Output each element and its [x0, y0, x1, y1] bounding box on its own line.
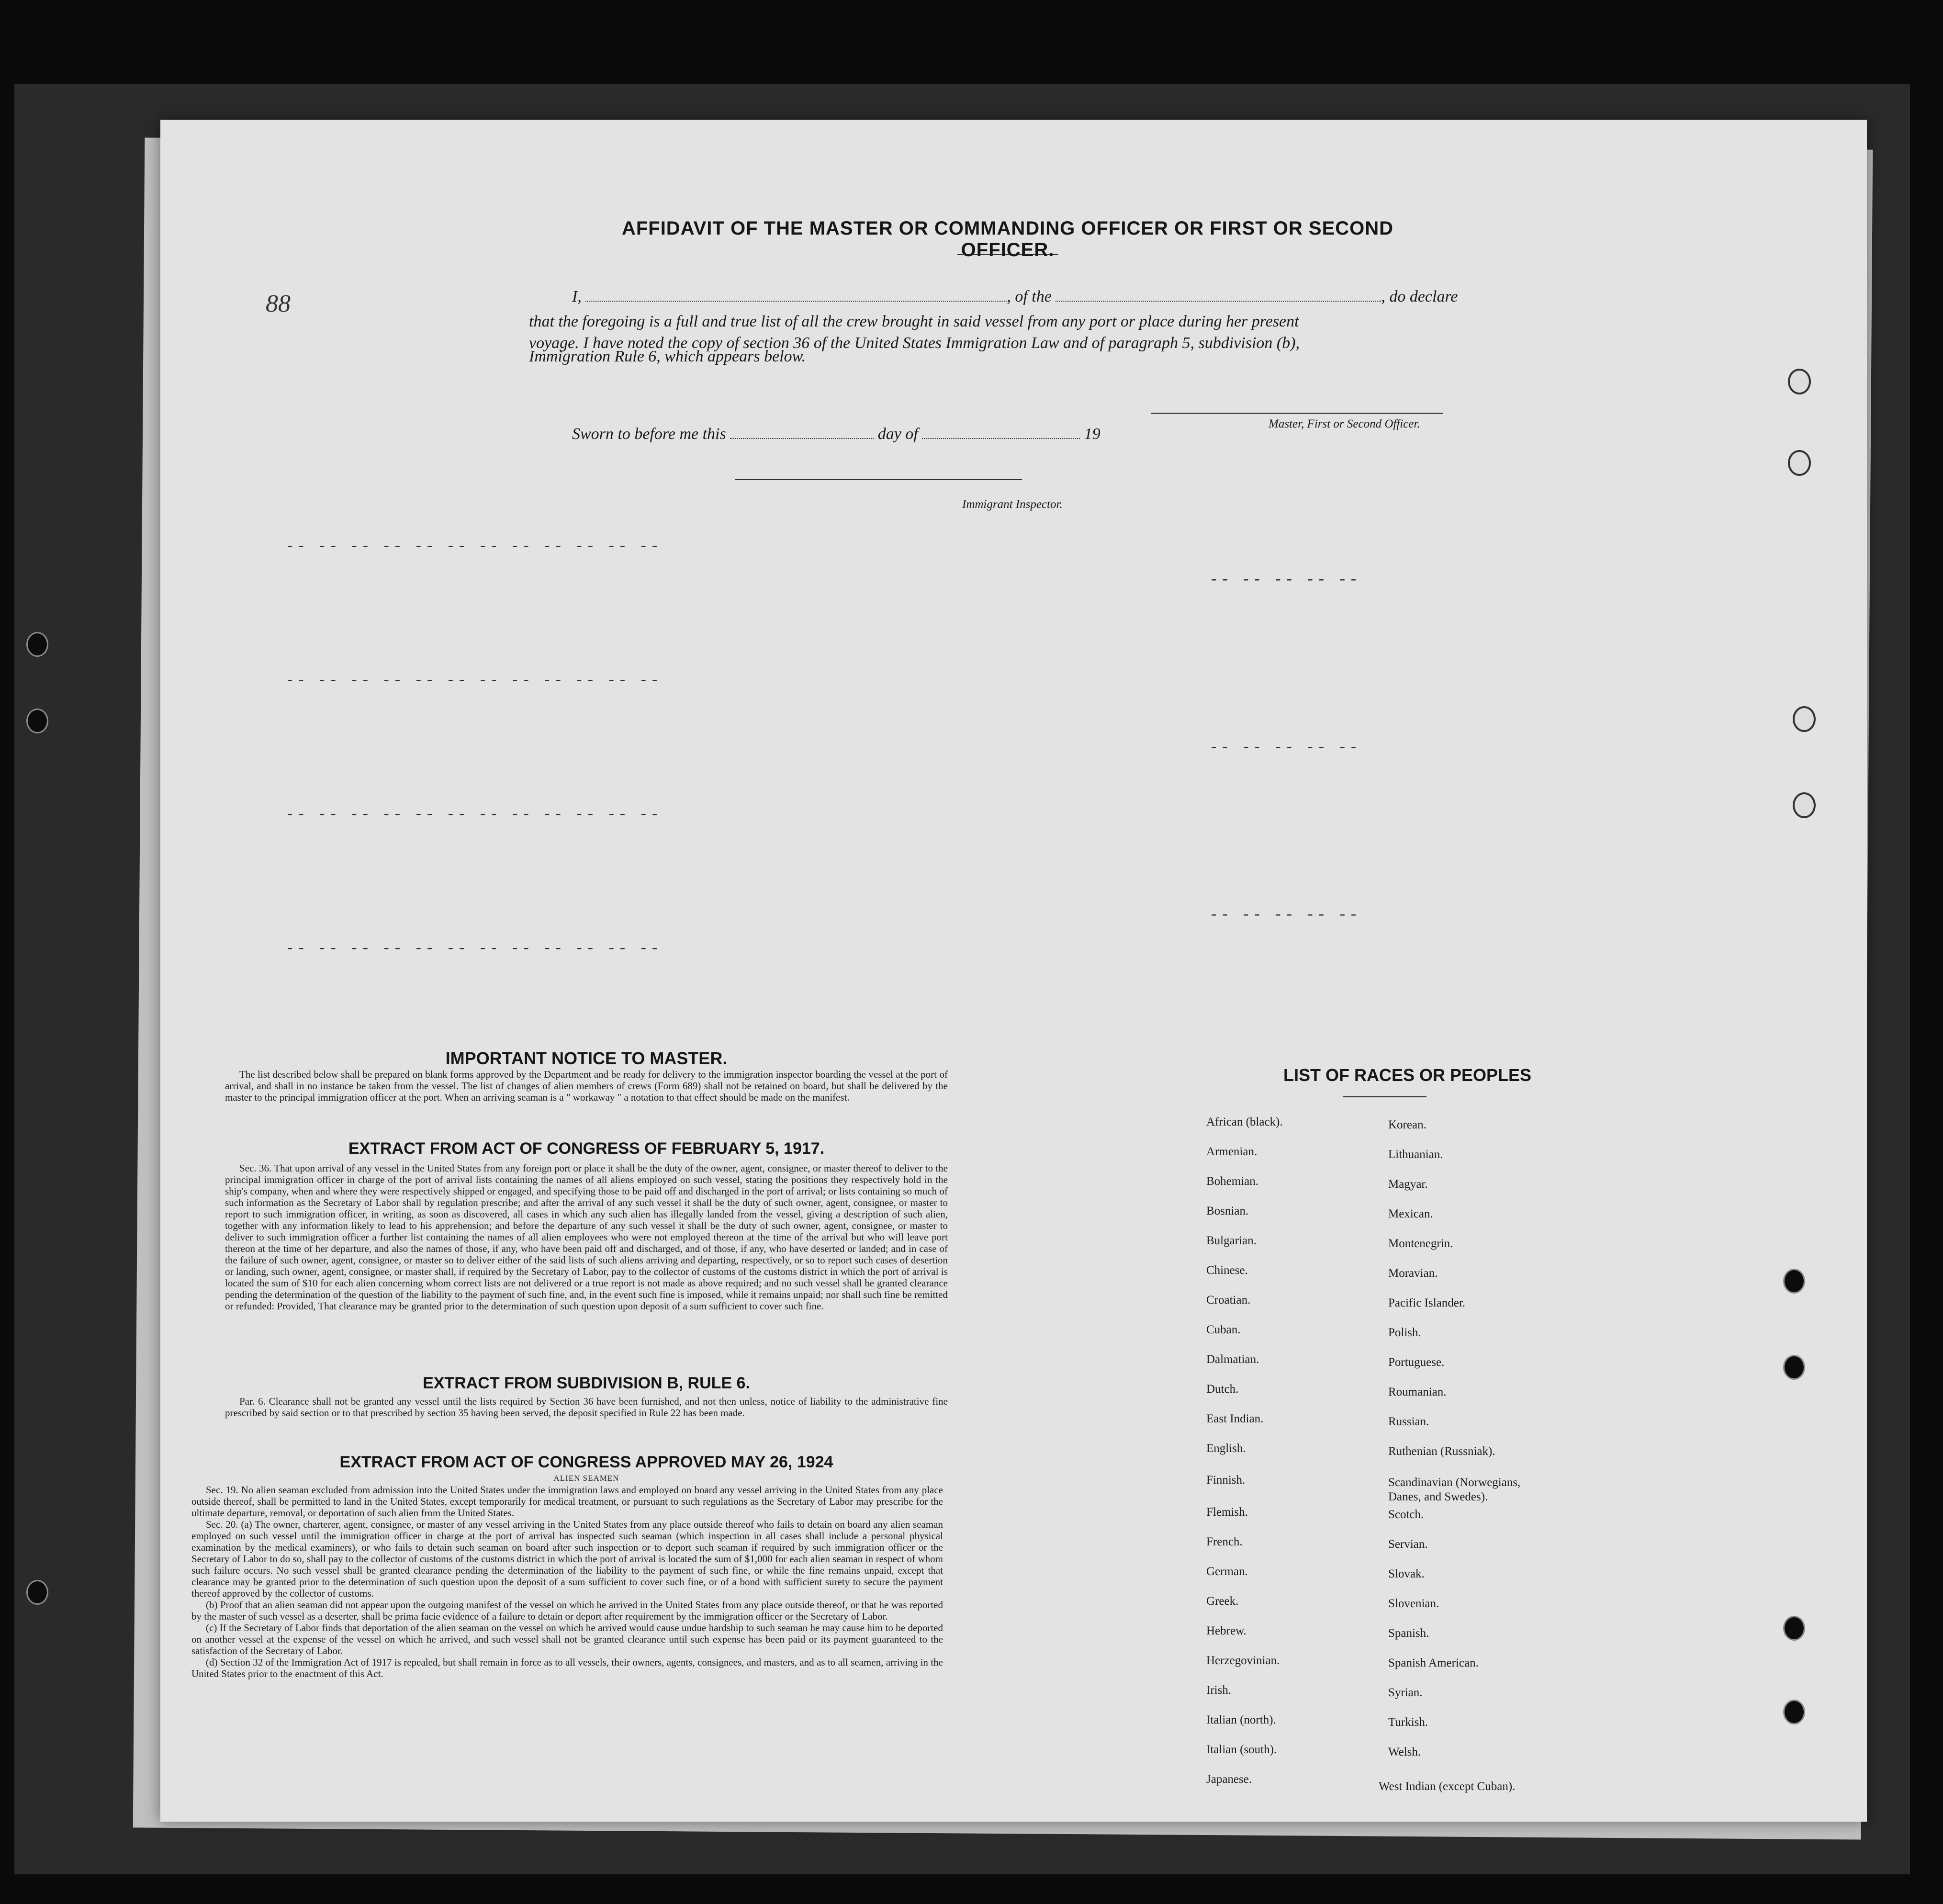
race-item: Bosnian.	[1206, 1205, 1249, 1217]
ditto-dashes: -- -- -- -- -- -- -- -- -- -- -- --	[287, 670, 663, 688]
sec-20d-paragraph: (d) Section 32 of the Immigration Act of 1917 is repealed, but shall remain in force as to all vessels, their owners, agents, consignees, and masters, and as to all seamen, arriving in the United States prior to the enactment of this Act.	[191, 1656, 943, 1679]
race-item: African (black).	[1206, 1115, 1283, 1128]
affidavit-declare: , do declare	[1381, 288, 1458, 305]
race-item: English.	[1206, 1442, 1246, 1455]
binder-hole	[26, 632, 48, 657]
master-label: Master, First or Second Officer.	[1269, 417, 1420, 430]
race-item: Lithuanian.	[1388, 1148, 1443, 1161]
punch-hole	[1788, 450, 1811, 476]
affidavit-of-the: , of the	[1007, 288, 1052, 305]
race-item: Irish.	[1206, 1684, 1232, 1697]
ditto-dashes: -- -- -- -- -- -- -- -- -- -- -- --	[287, 938, 663, 956]
affidavit-line-4: Immigration Rule 6, which appears below.	[529, 348, 806, 365]
sec-20c-paragraph: (c) If the Secretary of Labor finds that deportation of the alien seaman on the vessel on which he arrived would cause undue hardship to such seaman he may cause him to be deported on another vessel at the expense of the vessel on which he arrived, and such vessel shall not be granted clearance until such expense has been paid or its payment guaranteed to the satisfaction of the Secretary of Labor.	[191, 1622, 943, 1656]
sec-20b-paragraph: (b) Proof that an alien seaman did not appear upon the outgoing manifest of the vessel on which he arrived in the United States from any place outside thereof, or that he was reported by the master of such vessel as a deserter, shall be prima facie evidence of a failure to detain or deport after requirement by the immigration officer or the Secretary of Labor.	[191, 1599, 943, 1622]
inspector-label: Immigrant Inspector.	[962, 498, 1063, 511]
race-item: Scotch.	[1388, 1508, 1424, 1521]
sec-36-paragraph: Sec. 36. That upon arrival of any vessel in the United States from any foreign port or place it shall be the duty of the owner, agent, consignee, or master thereof to deliver to the principal immigration officer in charge of the port of arrival lists containing the names of all aliens employed on such vessel, stating the positions they respectively hold in the ship's company, when and where they were respectively shipped or engaged, and specifying those to be paid off and discharged in the port of arrival; or lists containing so much of such information as the Secretary of Labor shall by regulation prescribe; and after the arrival of any such vessel it shall be the duty of such owner, agent, consignee, or master to report to such immigration officer, in writing, as soon as discovered, all cases in which any such alien has illegally landed from the vessel, giving a description of such alien, together with any information likely to lead to his apprehension; and before the departure of any such vessel it shall be the duty of such owner, agent, consignee, or master to deliver to such immigration officer a further list containing the names of all alien employees who were not employed thereon at the time of the arrival but who will leave port thereon at the time of her departure, and also the names of those, if any, who have been paid off and discharged, and of those, if any, who have deserted or landed; and in case of the failure of such owner, agent, consignee, or master so to deliver either of the said lists of such aliens arriving and departing, respectively, or so to report such cases of desertion or landing, such owner, agent, consignee, or master shall, if required by the Secretary of Labor, pay to the collector of customs of the customs district in which the port of arrival is located the sum of $10 for each alien concerning whom correct lists are not delivered or a true report is not made as above required; and no such vessel shall be granted clearance pending the determination of the question of the liability to the payment of such fine, and, in the event such fine is imposed, while it remains unpaid; nor shall such fine be remitted or refunded: Provided, That clearance may be granted prior to the determination of such question upon deposit of a sum sufficient to cover such fine.	[225, 1162, 948, 1312]
affidavit-title: AFFIDAVIT OF THE MASTER OR COMMANDING OFFICER OR FIRST OR SECOND OFFICER.	[621, 218, 1394, 260]
extract-1924-text	[191, 1484, 943, 1679]
race-item: Bulgarian.	[1206, 1234, 1257, 1247]
inspector-signature-line[interactable]	[735, 479, 1022, 480]
affidavit-line-3: voyage. I have noted the copy of section 36 of the United States Immigration Law and of paragraph 5, subdivision (b),	[529, 334, 1300, 352]
ditto-dashes: -- -- -- -- --	[1211, 905, 1362, 923]
year-text: 19	[1084, 425, 1101, 443]
ditto-dashes: -- -- -- -- --	[1211, 737, 1362, 755]
race-item: Flemish.	[1206, 1506, 1248, 1519]
punch-hole	[1783, 1269, 1805, 1294]
notice-paragraph: The list described below shall be prepared on blank forms approved by the Department and be ready for delivery to the immigration inspector boarding the vessel at the port of arrival, and shall in no instance be taken from the vessel. The list of changes of alien members of crews (Form 689) shall not be retained on board, but shall be delivered by the master to the principal immigration officer at the port. When an arriving seaman is a " workaway " a notation to that effect should be made on the manifest.	[225, 1069, 948, 1103]
sworn-month-blank[interactable]	[922, 424, 1080, 439]
race-item: Bohemian.	[1206, 1175, 1259, 1188]
race-item: Chinese.	[1206, 1264, 1248, 1277]
race-item: Pacific Islander.	[1388, 1296, 1466, 1309]
affidavit-line-2: that the foregoing is a full and true list of all the crew brought in said vessel from any port or place during her present	[529, 313, 1299, 330]
race-item: West Indian (except Cuban).	[1379, 1780, 1516, 1793]
sworn-text: Sworn to before me this	[572, 425, 726, 443]
title-rule	[957, 254, 1058, 255]
affidavit-i: I,	[572, 288, 582, 305]
race-item: Roumanian.	[1388, 1386, 1447, 1398]
punch-hole	[1783, 1616, 1805, 1641]
race-item: Greek.	[1206, 1595, 1239, 1608]
binder-hole	[26, 1580, 48, 1605]
race-item: Hebrew.	[1206, 1624, 1247, 1637]
race-item: Portuguese.	[1388, 1356, 1445, 1369]
race-item: Magyar.	[1388, 1178, 1428, 1191]
race-item: Montenegrin.	[1388, 1237, 1453, 1250]
punch-hole	[1793, 706, 1816, 732]
race-item: Dutch.	[1206, 1383, 1239, 1396]
race-item: Korean.	[1388, 1118, 1426, 1131]
day-of-text: day of	[877, 425, 918, 443]
race-item: German.	[1206, 1565, 1248, 1578]
race-item: Finnish.	[1206, 1474, 1246, 1487]
race-item: Servian.	[1388, 1538, 1428, 1551]
affidavit-line-1	[572, 286, 1458, 306]
race-item: Turkish.	[1388, 1716, 1428, 1729]
race-item: Welsh.	[1388, 1746, 1421, 1758]
race-item: Croatian.	[1206, 1294, 1251, 1307]
race-item: Herzegovinian.	[1206, 1654, 1280, 1667]
race-item: Spanish American.	[1388, 1656, 1479, 1669]
race-item: Cuban.	[1206, 1323, 1241, 1336]
ditto-dashes: -- -- -- -- -- -- -- -- -- -- -- --	[287, 536, 663, 554]
race-item: Slovak.	[1388, 1567, 1425, 1580]
race-item: Italian (north).	[1206, 1713, 1276, 1726]
subdivision-title: EXTRACT FROM SUBDIVISION B, RULE 6.	[423, 1374, 750, 1392]
sworn-line	[572, 424, 1101, 443]
race-item: Japanese.	[1206, 1773, 1252, 1786]
race-item: Ruthenian (Russniak).	[1388, 1445, 1495, 1458]
race-item: Polish.	[1388, 1326, 1421, 1339]
notice-title: IMPORTANT NOTICE TO MASTER.	[445, 1048, 728, 1068]
master-signature-line[interactable]	[1151, 413, 1443, 414]
race-item: Syrian.	[1388, 1686, 1423, 1699]
notice-text	[225, 1069, 948, 1103]
alien-seamen-subtitle: ALIEN SEAMEN	[553, 1474, 619, 1483]
name-blank[interactable]	[585, 286, 1007, 302]
ditto-dashes: -- -- -- -- --	[1211, 570, 1362, 587]
extract-1917-text	[225, 1162, 948, 1312]
extract-1924-title: EXTRACT FROM ACT OF CONGRESS APPROVED MAY 26, 1924	[339, 1453, 833, 1471]
race-item: East Indian.	[1206, 1412, 1264, 1425]
punch-hole	[1793, 792, 1816, 818]
race-item: Dalmatian.	[1206, 1353, 1259, 1366]
binder-hole	[26, 709, 48, 733]
subdivision-text	[225, 1396, 948, 1419]
punch-hole	[1788, 369, 1811, 394]
par-6-paragraph: Par. 6. Clearance shall not be granted any vessel until the lists required by Section 36 have been furnished, and not then unless, notice of liability to the administrative fine prescribed by said section or to that prescribed by section 35 having been served, the deposit specified in Rule 22 has been made.	[225, 1396, 948, 1419]
race-item: Scandinavian (Norwegians, Danes, and Swedes).	[1388, 1476, 1521, 1503]
sworn-day-blank[interactable]	[730, 424, 874, 439]
races-rule	[1343, 1096, 1426, 1097]
race-item: Mexican.	[1388, 1207, 1433, 1220]
vessel-blank[interactable]	[1056, 286, 1381, 302]
punch-hole	[1783, 1700, 1805, 1724]
extract-1917-title: EXTRACT FROM ACT OF CONGRESS OF FEBRUARY 5, 1917.	[348, 1139, 825, 1158]
race-item: Moravian.	[1388, 1267, 1438, 1280]
race-item: Italian (south).	[1206, 1743, 1277, 1756]
race-item: French.	[1206, 1535, 1243, 1548]
race-item: Slovenian.	[1388, 1597, 1439, 1610]
race-item: Armenian.	[1206, 1145, 1258, 1158]
sec-20a-paragraph: Sec. 20. (a) The owner, charterer, agent, consignee, or master of any vessel arriving in the United States from any place outside thereof who fails to detain on board any alien seaman employed on such vessel until the immigration officer in charge at the port of arrival has inspected such seaman (which inspection in all cases shall include a personal physical examination by the medical examiners), or who fails to detain such seaman on board after such inspection or to deport such seaman if required by such immigration officer or the Secretary of Labor to do so, shall pay to the collector of customs of the customs district in which the port of arrival is located the sum of $1,000 for each alien seaman in respect of whom such failure occurs. No such vessel shall be granted clearance pending the determination of the liability to the payment of such fine, or while the fine remains unpaid, except that clearance may be granted prior to the determination of such question upon the deposit of a sum sufficient to cover such fine, or of a bond with sufficient surety to secure the payment thereof approved by the collector of customs.	[191, 1519, 943, 1599]
page-number: 88	[266, 290, 291, 317]
race-item: Spanish.	[1388, 1627, 1429, 1640]
punch-hole	[1783, 1355, 1805, 1380]
races-title: LIST OF RACES OR PEOPLES	[1283, 1065, 1532, 1085]
ditto-dashes: -- -- -- -- -- -- -- -- -- -- -- --	[287, 804, 663, 822]
sec-19-paragraph: Sec. 19. No alien seaman excluded from admission into the United States under the immigration laws and employed on board any vessel arriving in the United States from any place outside thereof, shall be permitted to land in the United States, except temporarily for medical treatment, or pursuant to such regulations as the Secretary of Labor may prescribe for the ultimate departure, removal, or deportation of such alien from the United States.	[191, 1484, 943, 1519]
race-item: Russian.	[1388, 1415, 1429, 1428]
